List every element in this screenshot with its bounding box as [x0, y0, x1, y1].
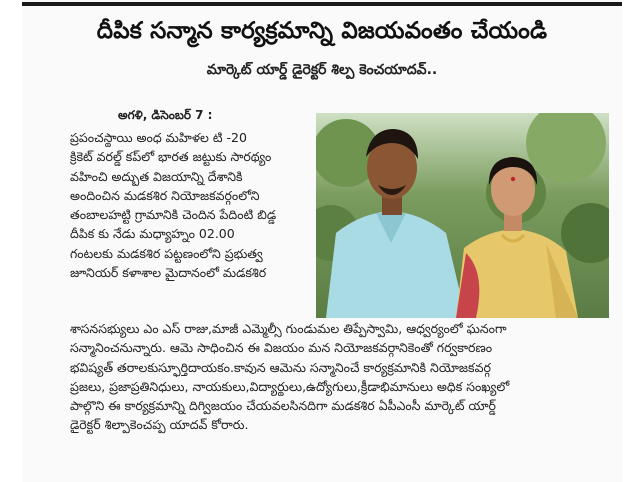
text-line: జూనియర్ కళాశాల మైదానంలో మడకశిర [70, 265, 267, 281]
text-line: తంబాలహట్టి గ్రామానికి చెందిన పేదింటి బిడ్డ [70, 207, 277, 223]
article-column-text [70, 128, 320, 282]
text-line: గంటలకు మడకశిర పట్టణంలోని ప్రభుత్వ [70, 245, 263, 261]
headline: దీపిక సన్మాన కార్యక్రమాన్ని విజయవంతం చేయండి [96, 18, 548, 44]
text-line: దీపిక కు నేడు మధ్యాహ్నం 02.00 [70, 226, 235, 242]
subheadline: మార్కెట్ యార్డ్ డైరెక్టర్ శిల్ప కెంచయాదవ్.. [206, 62, 438, 78]
text-line: క్రికెట్ వరల్డ్ కప్‌లో భారత జట్టుకు సారథ్యం [70, 149, 272, 165]
text-line: పాల్గొని ఈ కార్యక్రమాన్ని దిగ్విజయం చేయవలసినదిగా మడకశిర ఏపీఎంసీ మార్కెట్ యార్డ్ [70, 398, 496, 414]
text-line: అందించిన మడకశిర నియోజకవర్గంలోని [70, 187, 260, 203]
text-line: ప్రపంచస్థాయి అంధ మహిళల టి -20 [70, 130, 247, 145]
top-rule [22, 2, 622, 6]
text-line: సన్మానించనున్నారు. ఆమె సాధించిన ఈ విజయం మన నియోజకవర్గానికెంతో గర్వకారణం [70, 340, 493, 356]
text-line: వహించి అద్భుత విజయాన్ని దేశానికి [70, 168, 243, 184]
text-line: ప్రజలు, ప్రజాప్రతినిధులు, నాయకులు,విద్యార్థులు,ఉద్యోగులు,క్రీడాభిమానులు అధిక సంఖ్యలో [70, 378, 510, 394]
text-line: శాసనసభ్యులు ఎం ఎస్ రాజు,మాజీ ఎమ్మెల్సీ గుండుమల తిప్పేస్వామి, ఆధ్వర్యంలో ఘనంగా [70, 321, 507, 336]
text-line: డైరెక్టర్ శిల్పాకెంచప్ప యాదవ్ కోరారు. [70, 417, 249, 433]
article-full-width-text [70, 319, 618, 435]
text-line: భవిష్యత్ తరాలకుస్ఫూర్తిదాయకం.కావున ఆమెను సన్మానించే కార్యక్రమానికి నియోజకవర్గ [70, 359, 491, 375]
couple-photo [316, 113, 609, 318]
dateline: అగళి, డిసెంబర్ 7 : [118, 108, 213, 122]
